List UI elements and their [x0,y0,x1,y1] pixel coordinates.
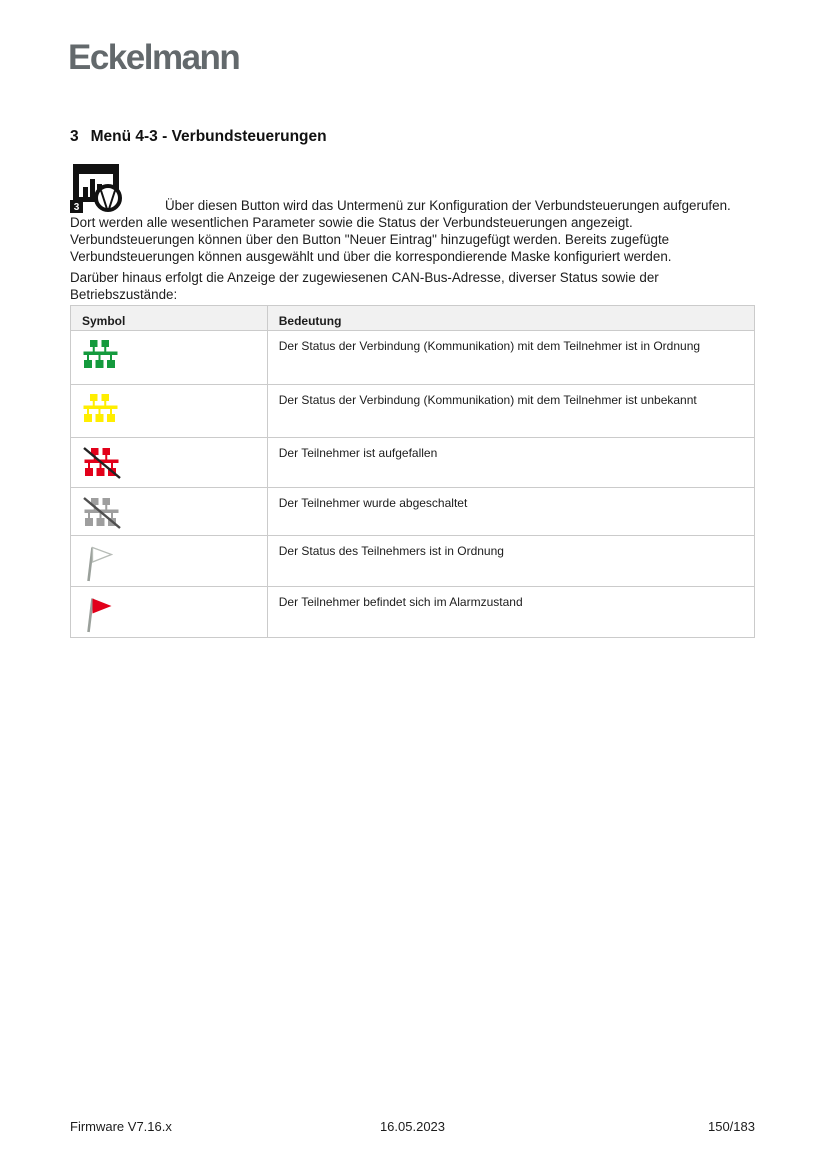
symbol-meaning: Der Status der Verbindung (Kommunikation) mit dem Teilnehmer ist unbekannt [267,385,754,438]
table-row [71,536,755,587]
symbol-table [70,305,755,638]
page-footer [70,1119,755,1134]
network-unknown-icon [83,394,119,424]
symbol-meaning: Der Teilnehmer wurde abgeschaltet [267,488,754,536]
table-row [71,331,755,385]
intro-block [70,160,742,265]
section-heading [70,128,327,146]
column-header-meaning: Bedeutung [267,306,754,331]
section-number: 3 [70,128,79,145]
table-row [71,587,755,638]
menu-icon-badge: 3 [73,202,80,213]
eckelmann-logo: Eckelmann [68,38,240,77]
table-row [71,438,755,488]
flag-ok-icon [83,545,113,583]
symbol-meaning: Der Status der Verbindung (Kommunikation) mit dem Teilnehmer ist in Ordnung [267,331,754,385]
footer-firmware-version: Firmware V7.16.x [70,1119,172,1134]
section-title: Menü 4-3 - Verbundsteuerungen [90,128,327,145]
column-header-symbol: Symbol [71,306,268,331]
symbol-meaning: Der Teilnehmer ist aufgefallen [267,438,754,488]
footer-date: 16.05.2023 [379,1119,446,1134]
network-failed-icon [83,447,121,479]
pack-controller-menu-icon [70,160,124,213]
network-ok-icon [83,340,119,370]
intro-paragraph: Über diesen Button wird das Untermenü zur Konfiguration der Verbundsteuerungen aufgerufen. Dort werden alle wesentlichen Parameter sowie die Status der Verbundsteuerungen angezeigt. Verbundsteuerungen können über den Button "Neuer Eintrag" hinzugefügt werden. Bereits zugefügte Verbundsteuerungen können ausgewählt und über die korrespondierende Maske konfiguriert werden. [70,198,731,264]
flag-alarm-icon [83,596,113,634]
table-row [71,488,755,536]
table-row [71,385,755,438]
status-note-paragraph: Darüber hinaus erfolgt die Anzeige der zugewiesenen CAN-Bus-Adresse, diverser Status sowie der Betriebszustände: [70,270,659,302]
symbol-meaning: Der Status des Teilnehmers ist in Ordnung [267,536,754,587]
network-off-icon [83,497,121,529]
footer-page-number: 150/183 [707,1119,755,1134]
table-header-row [71,306,755,331]
symbol-meaning: Der Teilnehmer befindet sich im Alarmzustand [267,587,754,638]
